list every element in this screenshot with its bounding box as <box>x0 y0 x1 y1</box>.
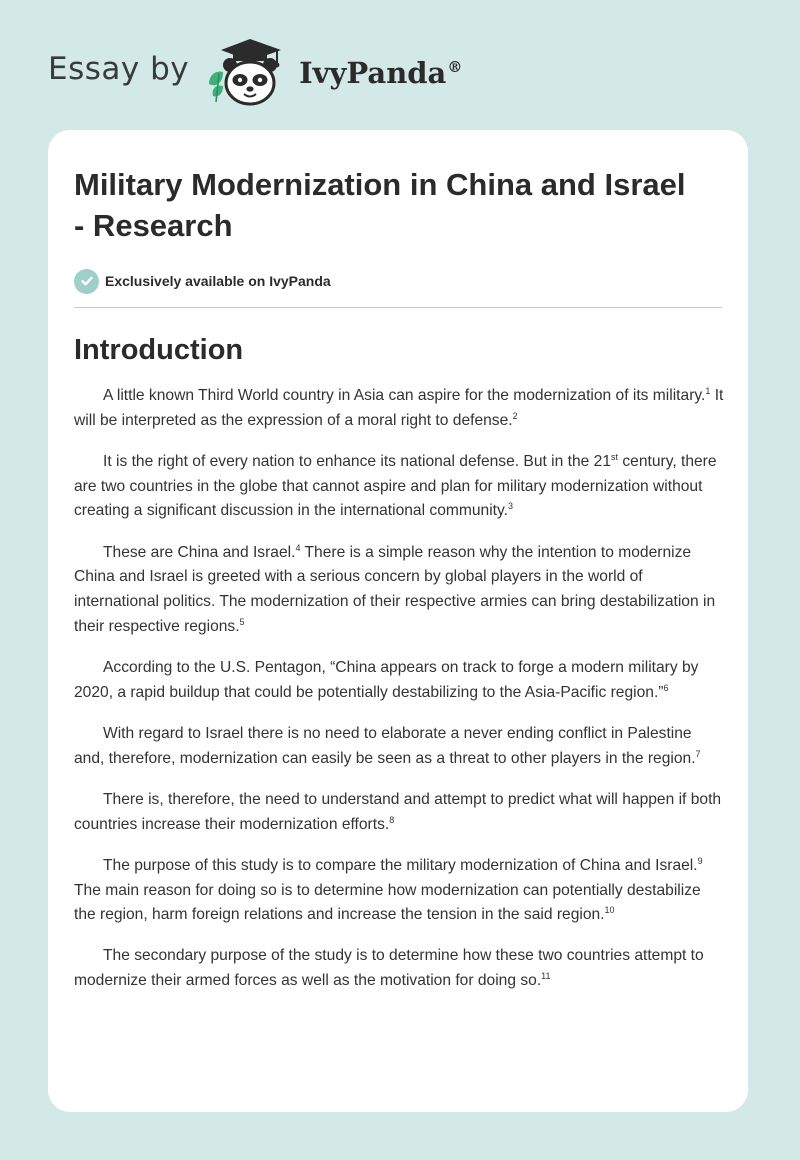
footnote-ref[interactable]: 7 <box>695 748 701 759</box>
divider <box>74 307 722 308</box>
site-header <box>48 36 462 108</box>
paragraph-2: It is the right of every nation to enhance its national defense. But in the 21st century, there are two countries in the globe that cannot aspire and plan for military modernization without creating a significant discussion in the international community.$^3$ <box>74 451 717 520</box>
footnote-ref[interactable]: 11 <box>541 971 551 982</box>
paragraph-8: The secondary purpose of the study is to determine how these two countries attempt to modernize their armed forces as well as the motivation for doing so.$^{11}$ <box>74 947 704 990</box>
article-title: Military Modernization in China and Israel - Research <box>74 167 686 243</box>
paragraph-7: The purpose of this study is to compare the military modernization of China and Israel.$^9$ The main reason for doing so is to determine how modernization can potentially destabilize the region, harm foreign relations and increase the tension in the said region.$^{10}$ <box>74 855 703 924</box>
check-icon <box>74 269 99 294</box>
footnote-ref[interactable]: 9 <box>697 855 703 866</box>
footnote-ref[interactable]: 4 <box>295 542 301 553</box>
badge-text: Exclusively available on IvyPanda <box>105 273 331 289</box>
footnote-ref[interactable]: 10 <box>604 905 615 916</box>
paragraph-4: According to the U.S. Pentagon, “China appears on track to forge a modern military by 2020, a rapid buildup that could be potentially destabilizing to the Asia-Pacific region.”$^6$ <box>74 659 699 701</box>
panda-logo-icon[interactable] <box>203 36 297 108</box>
paragraph-6: There is, therefore, the need to understand and attempt to predict what will happen if both countries increase their modernization efforts.$^8$ <box>74 790 722 833</box>
footnote-ref[interactable]: 2 <box>512 410 518 421</box>
article-card <box>48 130 748 1112</box>
footnote-ref[interactable]: 3 <box>507 501 513 512</box>
article-body <box>74 384 724 994</box>
paragraph-5: With regard to Israel there is no need to elaborate a never ending conflict in Palestine and, therefore, modernization can easily be seen as a threat to other players in the region.$^7$ <box>74 724 701 767</box>
section-heading: Introduction <box>74 334 244 366</box>
paragraph-3: These are China and Israel.$^4$ There is a simple reason why the intention to modernize China and Israel is greeted with a serious concern by global players in the world of international politics. The modernization of their respective armies can bring destabilization in their respective regions.$^5$ <box>74 542 716 635</box>
footnote-ref[interactable]: 5 <box>239 616 245 627</box>
brand-prefix: Essay by <box>48 51 190 87</box>
footnote-ref[interactable]: 6 <box>663 682 669 693</box>
footnote-ref[interactable]: 8 <box>389 814 395 825</box>
ordinal-suffix: st <box>611 451 619 462</box>
brand-name[interactable]: IvyPanda® <box>299 56 463 90</box>
exclusive-badge <box>74 268 722 294</box>
paragraph-1: A little known Third World country in Asia can aspire for the modernization of its military.$^1$ It will be interpreted as the expression of a moral right to defense.$^2$ <box>74 386 724 429</box>
footnote-ref[interactable]: 1 <box>705 386 711 396</box>
